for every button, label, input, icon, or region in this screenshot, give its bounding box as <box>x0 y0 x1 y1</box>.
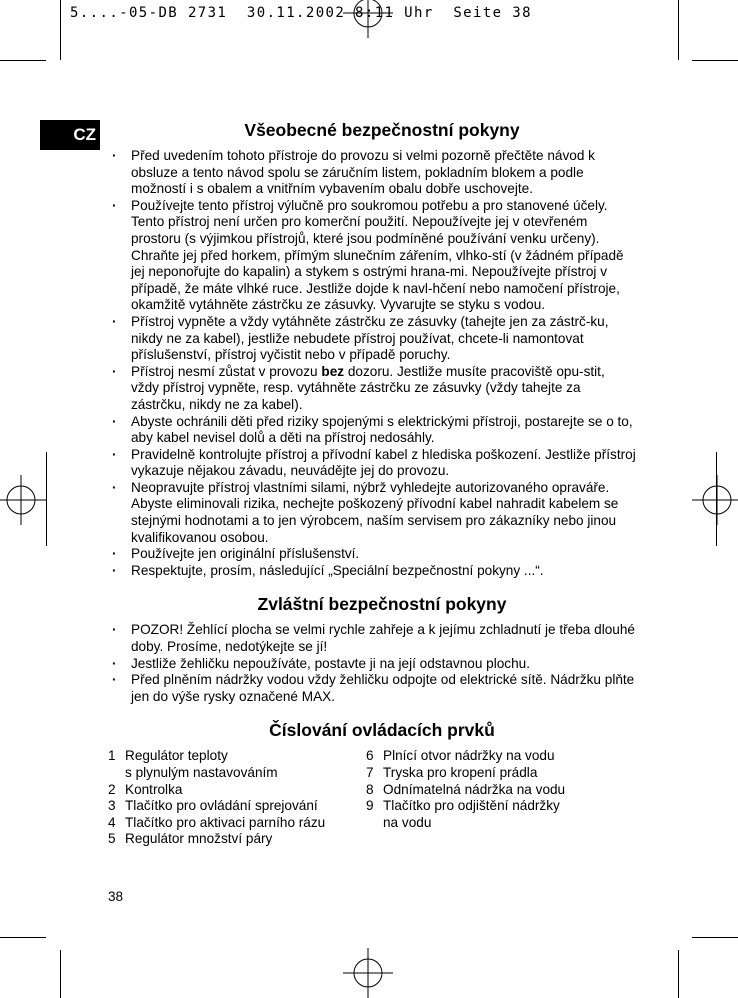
list-item: · Abyste ochránili děti před riziky spojenými s elektrickými přístroji, postarejte se o to, aby kabel nevisel dolů a děti na přístroj nedosáhly. <box>108 414 636 447</box>
controls-column-right <box>366 748 594 848</box>
control-label: Tlačítko pro aktivaci parního rázu <box>125 814 326 830</box>
list-item: · Používejte jen originální příslušenství. <box>108 546 636 563</box>
control-number: 7 <box>366 765 374 780</box>
list-item <box>108 364 636 414</box>
registration-mark-bottom-icon <box>343 948 393 998</box>
control-item <box>366 765 594 782</box>
control-item <box>366 782 594 799</box>
general-safety-title: Všeobecné bezpečnostní pokyny <box>244 120 520 140</box>
control-item <box>108 798 366 815</box>
control-label: Tryska pro kropení prádla <box>383 765 538 780</box>
control-label: Odnímatelná nádržka na vodu <box>383 781 566 797</box>
crop-mark-bottom-right-h <box>692 937 738 938</box>
side-mark-left <box>46 452 47 546</box>
registration-mark-right-icon <box>692 475 738 525</box>
crop-mark-bottom-right-v <box>678 950 679 998</box>
control-number: 2 <box>108 781 116 797</box>
list-item: · Neopravujte přístroj vlastními silami, nýbrž vyhledejte autorizovaného opraváře. Abyste eliminovali rizika, nechejte poškozený přívodní kabel nahradit kabelem se stejnými hodnotami a to jen výrobcem, naším servisem pro zákazníky nebo jinou kvalifikovanou osobou. <box>108 480 636 546</box>
control-number: 9 <box>366 798 374 814</box>
registration-mark-left-icon <box>0 475 46 525</box>
control-number: 4 <box>108 814 116 830</box>
language-tab: CZ <box>40 120 100 150</box>
control-label: Tlačítko pro ovládání sprejování <box>125 798 318 814</box>
emphasis: bez <box>321 363 345 379</box>
control-item <box>108 748 366 781</box>
crop-mark-top-right-h <box>692 60 738 61</box>
crop-mark-bottom-left-h <box>0 937 46 938</box>
registration-mark-top-icon <box>343 0 393 38</box>
special-safety-title: Zvláštní bezpečnostní pokyny <box>257 594 507 615</box>
list-item: · Před plněním nádržky vodou vždy žehličku odpojte od elektrické sítě. Nádržku plňte jen do výše rysky označené MAX. <box>108 672 636 705</box>
controls-list <box>108 748 636 848</box>
document-body <box>108 119 636 848</box>
control-item <box>108 815 366 832</box>
list-item: · Před uvedením tohoto přístroje do provozu si velmi pozorně přečtěte návod k obsluze a tento návod spolu se záručním listem, pokladním blokem a podle možností i s obalem a vnitřním vybavením obalu dobře uschovejte. <box>108 148 636 198</box>
control-label-text: Tlačítko pro odjištění nádržky <box>383 798 560 814</box>
crop-mark-top-left-v <box>60 0 61 60</box>
general-safety-list <box>108 148 636 579</box>
list-item: · Jestliže žehličku nepoužíváte, postavte ji na její odstavnou plochu. <box>108 656 636 673</box>
controls-title: Číslování ovládacích prvků <box>269 720 495 741</box>
list-item: · Přístroj vypněte a vždy vytáhněte zástrčku ze zásuvky (tahejte jen za zástrč-ku, nikdy ne za kabel), jestliže nebudete přístroj používat, chcete-li namontovat příslušenství, přístroj vyčistit nebo v případě poruchy. <box>108 314 636 364</box>
control-item <box>366 748 594 765</box>
control-number: 5 <box>108 831 116 847</box>
list-item: · POZOR! Žehlící plocha se velmi rychle zahřeje a k jejímu zchladnutí je třeba dlouhé doby. Prosíme, nedotýkejte se jí! <box>108 622 636 655</box>
control-number: 1 <box>108 748 116 764</box>
control-label: Kontrolka <box>125 781 183 797</box>
control-label <box>383 798 560 831</box>
control-item <box>366 798 594 831</box>
list-item: · Používejte tento přístroj výlučně pro soukromou potřebu a pro stanovené účely. Tento přístroj není určen pro komerční použití. Nepoužívejte jej v otevřeném prostoru (s výjimkou přístrojů, které jsou podmíněné používání venku určeny). Chraňte jej před horkem, přímým slunečním zářením, vlhko-stí (v žádném případě jej neponořujte do kapalin) a stykem s ostrými hrana-mi. Nepoužívejte přístroj v případě, že máte vlhké ruce. Jestliže dojde k navl-hčení nebo namočení přístroje, okamžitě vytáhněte zástrčku ze zásuvky. Vyvarujte se styku s vodou. <box>108 198 636 314</box>
control-label-text: Regulátor teploty <box>125 748 228 764</box>
control-number: 3 <box>108 798 116 814</box>
crop-mark-top-left-h <box>0 60 46 61</box>
control-label: Regulátor množství páry <box>125 831 273 847</box>
control-label: Plnící otvor nádržky na vodu <box>383 748 555 764</box>
control-number: 6 <box>366 748 374 764</box>
list-item: · Respektujte, prosím, následující „Speciální bezpečnostní pokyny ...“. <box>108 563 636 580</box>
control-number: 8 <box>366 781 374 797</box>
list-item: · Pravidelně kontrolujte přístroj a přívodní kabel z hlediska poškození. Jestliže přístroj vykazuje nějakou závadu, neuvádějte jej do provozu. <box>108 447 636 480</box>
controls-column-left <box>108 748 366 848</box>
list-item-text: dozoru. Jestliže musíte pracoviště opu-stit, vždy přístroj vypněte, resp. vytáhněte zástrčku ze zásuvky (vždy tahejte za zástrčku, nikdy ne za kabel). <box>131 363 605 412</box>
control-item <box>108 782 366 799</box>
control-label <box>125 748 278 781</box>
control-label-sub: s plynulým nastavováním <box>125 765 278 780</box>
list-item-text: Přístroj nesmí zůstat v provozu <box>131 363 322 379</box>
page-number: 38 <box>108 889 124 904</box>
crop-mark-bottom-left-v <box>60 950 61 998</box>
print-header: 5....-05-DB 2731 30.11.2002 8:11 Uhr Seite 38 <box>70 5 532 21</box>
crop-mark-top-right-v <box>678 0 679 60</box>
control-label-sub: na vodu <box>383 814 432 830</box>
special-safety-list <box>108 622 636 705</box>
control-item <box>108 831 366 848</box>
